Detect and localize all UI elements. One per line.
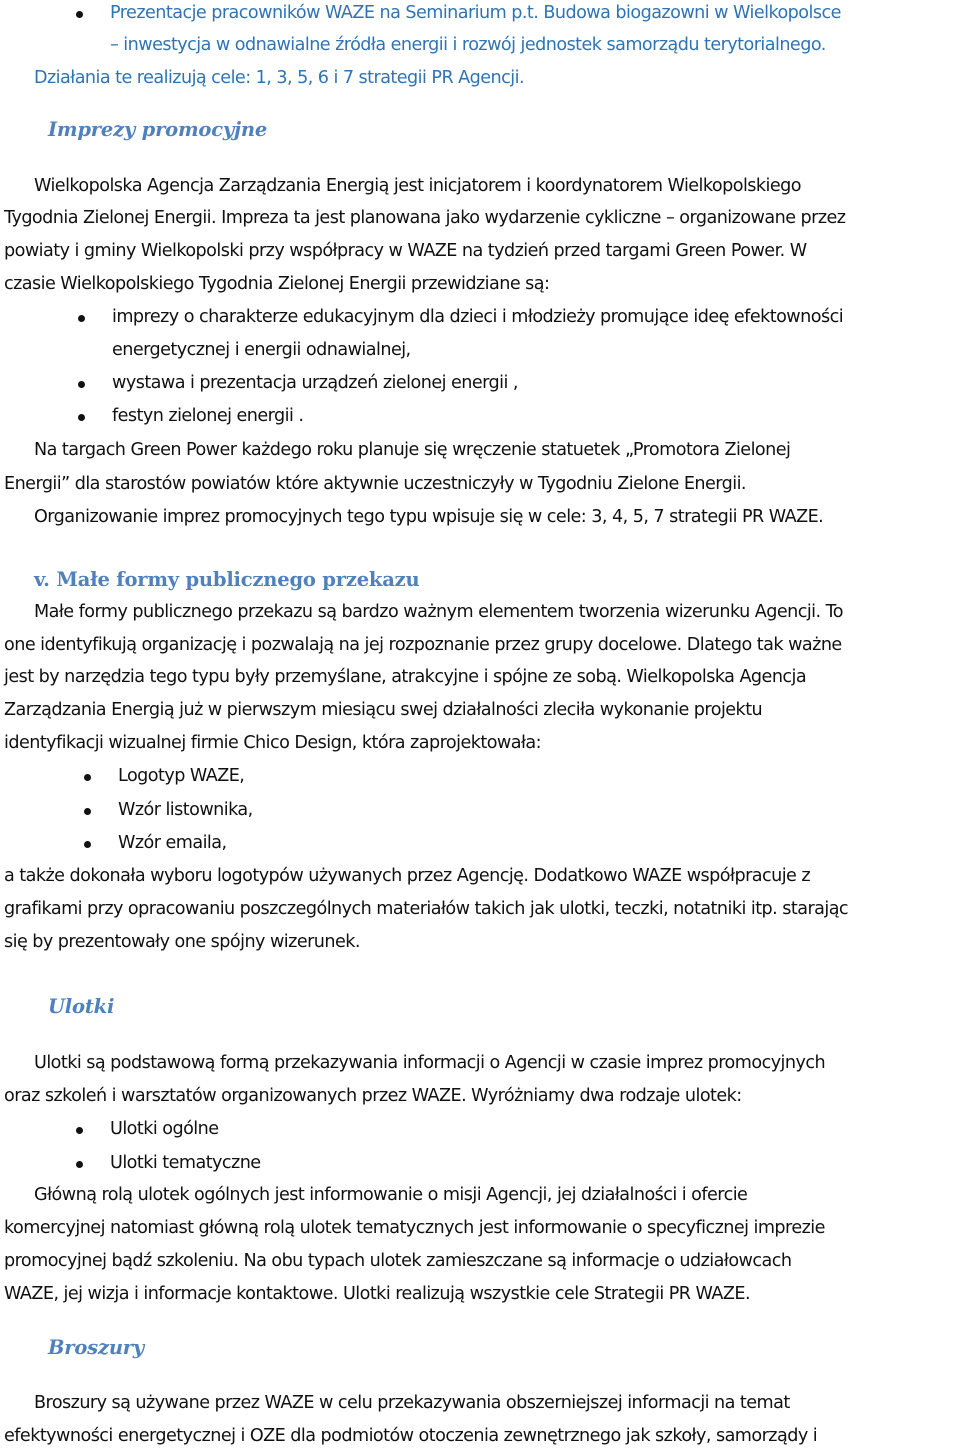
bullet-icon	[84, 841, 91, 848]
bullet-icon	[76, 1161, 83, 1168]
bullet-icon	[76, 11, 83, 18]
paragraph-line: identyfikacji wizualnej firmie Chico Design, która zaprojektowała:	[4, 733, 542, 753]
section-heading-male-formy: v. Małe formy publicznego przekazu	[34, 568, 420, 591]
paragraph-line: się by prezentowały one spójny wizerunek.	[4, 932, 360, 952]
bullet-icon	[78, 414, 85, 421]
paragraph-line: czasie Wielkopolskiego Tygodnia Zielonej Energii przewidziane są:	[4, 274, 550, 294]
section-heading-broszury: Broszury	[48, 1336, 144, 1359]
paragraph-line: one identyfikują organizację i pozwalają na jej rozpoznanie przez grupy docelowe. Dlatego tak ważne	[4, 635, 842, 655]
paragraph-line: komercyjnej natomiast główną rolą ulotek tematycznych jest informowanie o specyficznej imprezie	[4, 1218, 825, 1238]
list-item: Wzór emaila,	[118, 833, 227, 853]
bullet-icon	[84, 774, 91, 781]
bullet-icon	[78, 381, 85, 388]
list-item: Logotyp WAZE,	[118, 766, 245, 786]
paragraph-line: powiaty i gminy Wielkopolski przy współpracy w WAZE na tydzień przed targami Green Power. W	[4, 241, 807, 261]
paragraph-line: Wielkopolska Agencja Zarządzania Energią jest inicjatorem i koordynatorem Wielkopolskiego	[34, 176, 801, 196]
section-heading-ulotki: Ulotki	[48, 995, 115, 1018]
list-item: imprezy o charakterze edukacyjnym dla dzieci i młodzieży promujące ideę efektowności	[112, 307, 844, 327]
paragraph-line: Małe formy publicznego przekazu są bardzo ważnym elementem tworzenia wizerunku Agencji. To	[34, 602, 844, 622]
paragraph-line: Główną rolą ulotek ogólnych jest informowanie o misji Agencji, jej działalności i ofercie	[34, 1185, 748, 1205]
list-item: wystawa i prezentacja urządzeń zielonej energii ,	[112, 373, 518, 393]
paragraph-line: Ulotki są podstawową formą przekazywania informacji o Agencji w czasie imprez promocyjnych	[34, 1053, 826, 1073]
list-item-continuation: energetycznej i energii odnawialnej,	[112, 340, 411, 360]
bullet-icon	[76, 1127, 83, 1134]
paragraph-line: oraz szkoleń i warsztatów organizowanych przez WAZE. Wyróżniamy dwa rodzaje ulotek:	[4, 1086, 742, 1106]
list-item: Ulotki ogólne	[110, 1119, 219, 1139]
list-item: Wzór listownika,	[118, 800, 253, 820]
list-item: festyn zielonej energii .	[112, 406, 304, 426]
intro-bullet-line-2: – inwestycja w odnawialne źródła energii i rozwój jednostek samorządu terytorialnego.	[110, 35, 826, 55]
paragraph-line: WAZE, jej wizja i informacje kontaktowe. Ulotki realizują wszystkie cele Strategii PR WAZE.	[4, 1284, 750, 1304]
paragraph-line: Na targach Green Power każdego roku planuje się wręczenie statuetek „Promotora Zielonej	[34, 440, 791, 460]
paragraph-line: Organizowanie imprez promocyjnych tego typu wpisuje się w cele: 3, 4, 5, 7 strategii PR WAZE.	[34, 507, 824, 527]
section-heading-imprezy: Imprezy promocyjne	[48, 118, 268, 141]
bullet-icon	[84, 808, 91, 815]
list-item: Ulotki tematyczne	[110, 1153, 261, 1173]
intro-bullet-line-1: Prezentacje pracowników WAZE na Seminarium p.t. Budowa biogazowni w Wielkopolsce	[110, 3, 841, 23]
paragraph-line: efektywności energetycznej i OZE dla podmiotów otoczenia zewnętrznego jak szkoły, samorządy i	[4, 1426, 818, 1446]
paragraph-line: Energii” dla starostów powiatów które aktywnie uczestniczyły w Tygodniu Zielone Energii.	[4, 474, 746, 494]
intro-line-3: Działania te realizują cele: 1, 3, 5, 6 i 7 strategii PR Agencji.	[34, 68, 524, 88]
paragraph-line: a także dokonała wyboru logotypów używanych przez Agencję. Dodatkowo WAZE współpracuje z	[4, 866, 811, 886]
paragraph-line: jest by narzędzia tego typu były przemyślane, atrakcyjne i spójne ze sobą. Wielkopolska Agencja	[4, 667, 807, 687]
paragraph-line: Broszury są używane przez WAZE w celu przekazywania obszerniejszej informacji na temat	[34, 1393, 790, 1413]
paragraph-line: grafikami przy opracowaniu poszczególnych materiałów takich jak ulotki, teczki, notatniki itp. starając	[4, 899, 849, 919]
bullet-icon	[78, 315, 85, 322]
paragraph-line: Tygodnia Zielonej Energii. Impreza ta jest planowana jako wydarzenie cykliczne – organizowane przez	[4, 208, 846, 228]
paragraph-line: promocyjnej bądź szkoleniu. Na obu typach ulotek zamieszczane są informacje o udziałowcach	[4, 1251, 792, 1271]
paragraph-line: Zarządzania Energią już w pierwszym miesiącu swej działalności zleciła wykonanie projektu	[4, 700, 763, 720]
